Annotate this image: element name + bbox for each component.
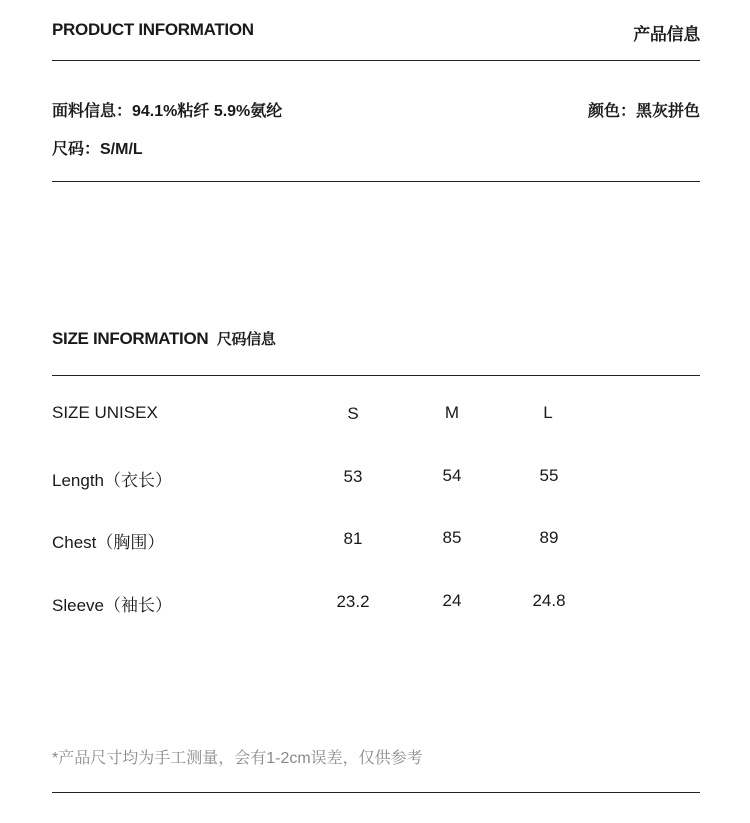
footer-divider xyxy=(52,792,700,793)
row-label-chest: Chest（胸围） xyxy=(52,533,165,552)
header-size-l: L xyxy=(543,403,553,422)
size-info: 尺码：S/M/L xyxy=(52,141,143,158)
sleeve-s: 23.2 xyxy=(336,592,370,611)
header-size-s: S xyxy=(347,404,359,423)
chest-l: 89 xyxy=(539,528,559,547)
size-title-en: SIZE INFORMATION xyxy=(52,329,209,348)
length-l: 55 xyxy=(539,466,559,485)
row-label-length: Length（衣长） xyxy=(52,471,172,490)
fabric-info: 面料信息：94.1%粘纤 5.9%氨纶 xyxy=(52,103,283,120)
sleeve-l: 24.8 xyxy=(532,591,566,610)
header-label: SIZE UNISEX xyxy=(52,403,158,422)
chest-s: 81 xyxy=(343,529,363,548)
product-title-en: PRODUCT INFORMATION xyxy=(52,20,254,39)
length-m: 54 xyxy=(442,466,462,485)
product-title-cn: 产品信息 xyxy=(633,25,700,44)
size-header-divider xyxy=(52,375,700,376)
length-s: 53 xyxy=(343,467,363,486)
header-size-m: M xyxy=(444,403,460,422)
row-label-sleeve: Sleeve（袖长） xyxy=(52,596,172,615)
product-details-divider xyxy=(52,181,700,182)
chest-m: 85 xyxy=(442,528,462,547)
size-section-title xyxy=(52,328,276,349)
measurement-footnote: *产品尺寸均为手工测量，会有1-2cm误差，仅供参考 xyxy=(52,750,423,767)
size-title-cn: 尺码信息 xyxy=(216,331,276,348)
color-info: 颜色：黑灰拼色 xyxy=(587,103,700,120)
product-header-divider xyxy=(52,60,700,61)
sleeve-m: 24 xyxy=(442,591,462,610)
